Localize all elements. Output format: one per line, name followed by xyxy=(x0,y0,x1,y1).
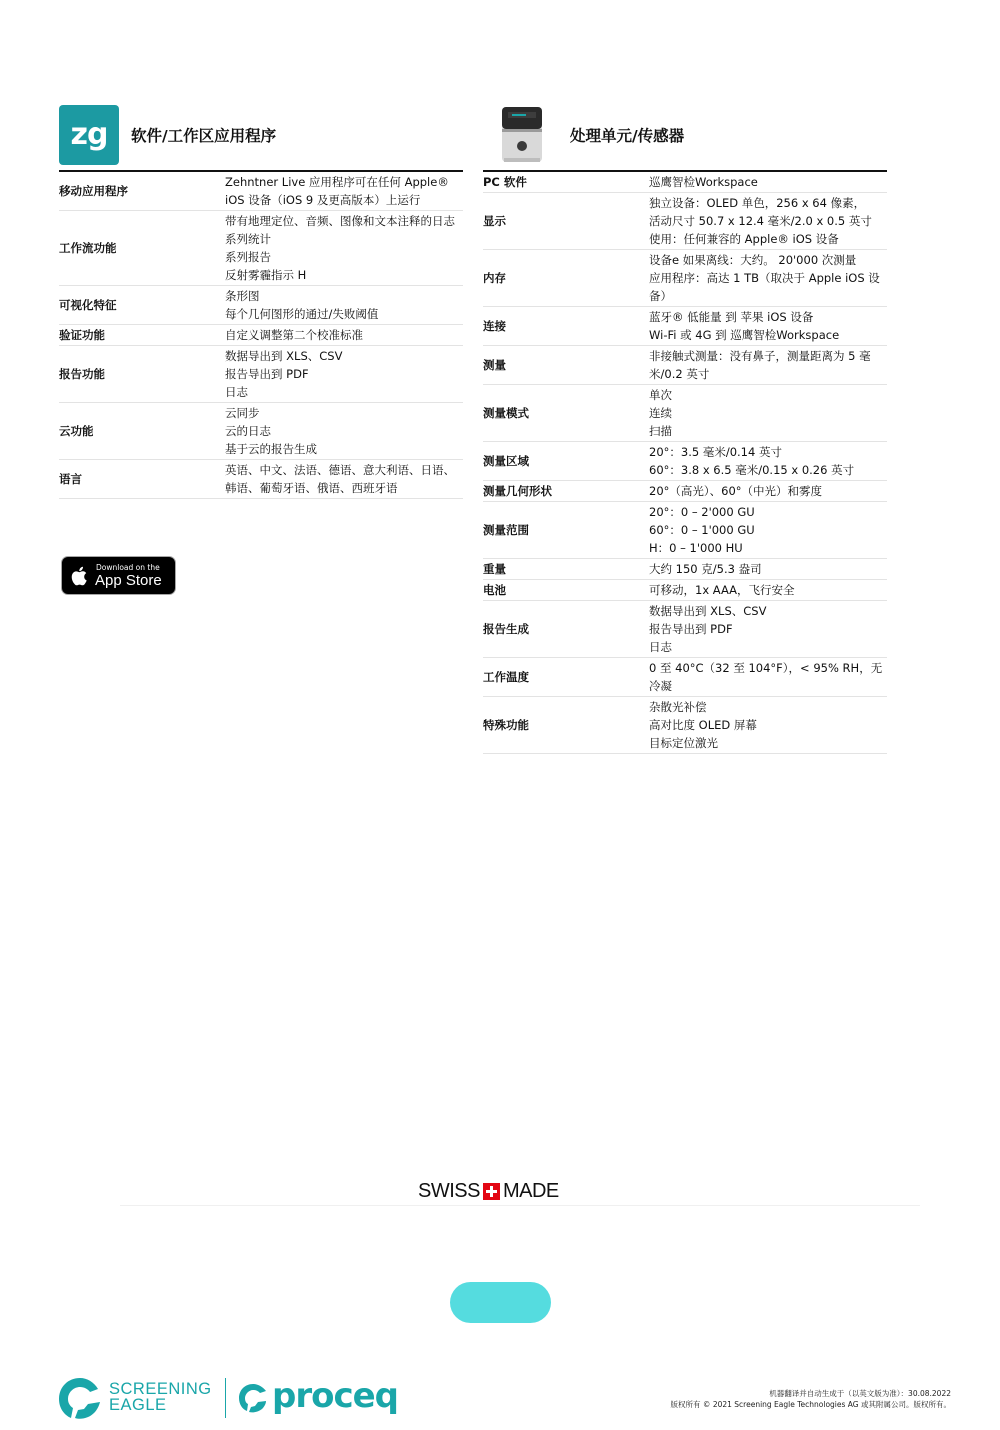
sensor-panel xyxy=(483,104,887,754)
software-panel xyxy=(59,104,463,499)
spec-value: 非接触式测量：没有鼻子，测量距离为 5 毫米/0.2 英寸 xyxy=(649,346,887,385)
swiss-made-right: MADE xyxy=(502,1179,559,1202)
spec-key: 测量范围 xyxy=(483,502,649,559)
spec-value: 20°：0 – 2'000 GU 60°：0 – 1'000 GU H：0 – 1'000 HU xyxy=(649,502,887,559)
logo-separator xyxy=(225,1378,226,1418)
spec-value: 数据导出到 XLS、CSV 报告导出到 PDF 日志 xyxy=(225,346,463,403)
spec-value: 20°（高光）、60°（中光）和雾度 xyxy=(649,481,887,502)
spec-value: 0 至 40°C（32 至 104°F），< 95% RH，无冷凝 xyxy=(649,658,887,697)
spec-key: 工作温度 xyxy=(483,658,649,697)
spec-row xyxy=(483,601,887,658)
spec-key: 重量 xyxy=(483,559,649,580)
app-store-line2: App Store xyxy=(95,572,162,589)
screening-eagle-logo-text xyxy=(109,1381,212,1413)
spec-row xyxy=(483,307,887,346)
spec-row xyxy=(483,502,887,559)
spec-key: 云功能 xyxy=(59,403,225,460)
spec-value: 英语、中文、法语、德语、意大利语、日语、韩语、葡萄牙语、俄语、西班牙语 xyxy=(225,460,463,499)
spec-row xyxy=(59,346,463,403)
screening-eagle-icon xyxy=(57,1376,103,1420)
spec-value: 云同步 云的日志 基于云的报告生成 xyxy=(225,403,463,460)
spec-row xyxy=(59,325,463,346)
spec-key: 测量模式 xyxy=(483,385,649,442)
spec-key: 连接 xyxy=(483,307,649,346)
device-image xyxy=(500,106,544,163)
footer-logos xyxy=(57,1374,417,1422)
spec-row xyxy=(483,193,887,250)
spec-value: 蓝牙® 低能量 到 苹果 iOS 设备 Wi-Fi 或 4G 到 巡鹰智检Workspace xyxy=(649,307,887,346)
spec-value: Zehntner Live 应用程序可在任何 Apple® iOS 设备（iOS 9 及更高版本）上运行 xyxy=(225,172,463,211)
spec-key: 移动应用程序 xyxy=(59,172,225,211)
spec-key: 测量区域 xyxy=(483,442,649,481)
spec-key: 语言 xyxy=(59,460,225,499)
footer-note xyxy=(671,1388,951,1410)
sensor-spec-table xyxy=(483,172,887,754)
brand1-line2: EAGLE xyxy=(109,1396,167,1414)
spec-row xyxy=(59,172,463,211)
spec-key: 工作流功能 xyxy=(59,211,225,286)
spec-key: 内存 xyxy=(483,250,649,307)
spec-key: 报告功能 xyxy=(59,346,225,403)
brand1-line1: SCREENING xyxy=(109,1380,212,1398)
spec-row xyxy=(59,460,463,499)
spec-key: 可视化特征 xyxy=(59,286,225,325)
spec-key: 特殊功能 xyxy=(483,697,649,754)
spec-value: 数据导出到 XLS、CSV 报告导出到 PDF 日志 xyxy=(649,601,887,658)
spec-value: 巡鹰智检Workspace xyxy=(649,172,887,193)
spec-row xyxy=(483,346,887,385)
swiss-flag-icon xyxy=(483,1183,500,1200)
spec-value: 设备e 如果离线：大约。 20'000 次测量 应用程序：高达 1 TB（取决于 Apple iOS 设备） xyxy=(649,250,887,307)
app-store-line1: Download on the xyxy=(96,563,160,572)
spec-row xyxy=(483,442,887,481)
spec-row xyxy=(59,403,463,460)
spec-value: 自定义调整第二个校准标准 xyxy=(225,325,463,346)
spec-key: 报告生成 xyxy=(483,601,649,658)
spec-value: 单次 连续 扫描 xyxy=(649,385,887,442)
spec-row xyxy=(483,559,887,580)
swiss-made-left: SWISS xyxy=(418,1179,480,1202)
spec-value: 可移动，1x AAA，飞行安全 xyxy=(649,580,887,601)
footer-divider xyxy=(120,1205,920,1206)
spec-row xyxy=(483,385,887,442)
spec-value: 20°：3.5 毫米/0.14 英寸 60°：3.8 x 6.5 毫米/0.15 x 0.26 英寸 xyxy=(649,442,887,481)
spec-key: 验证功能 xyxy=(59,325,225,346)
spec-value: 独立设备：OLED 单色，256 x 64 像素， 活动尺寸 50.7 x 12.4 毫米/2.0 x 0.5 英寸 使用：任何兼容的 Apple® iOS 设备 xyxy=(649,193,887,250)
zg-app-logo: zg xyxy=(59,105,119,165)
footer-note-line2: 版权所有 © 2021 Screening Eagle Technologies AG 或其附属公司。版权所有。 xyxy=(670,1400,951,1409)
spec-value: 杂散光补偿 高对比度 OLED 屏幕 目标定位激光 xyxy=(649,697,887,754)
spec-row xyxy=(59,211,463,286)
spec-value: 带有地理定位、音频、图像和文本注释的日志 系列统计 系列报告 反射雾霾指示 H xyxy=(225,211,463,286)
spec-row xyxy=(483,697,887,754)
spec-key: 电池 xyxy=(483,580,649,601)
software-panel-header xyxy=(59,104,463,172)
proceq-eagle-icon xyxy=(237,1382,269,1414)
spec-key: 测量 xyxy=(483,346,649,385)
teal-pill-button[interactable] xyxy=(450,1282,551,1323)
spec-value: 大约 150 克/5.3 盎司 xyxy=(649,559,887,580)
spec-key: 测量几何形状 xyxy=(483,481,649,502)
sensor-panel-header xyxy=(483,104,887,172)
sensor-panel-title: 处理单元/传感器 xyxy=(570,127,685,145)
proceq-logo-text: proceq xyxy=(272,1376,399,1416)
software-spec-table xyxy=(59,172,463,499)
spec-row xyxy=(483,250,887,307)
spec-key: 显示 xyxy=(483,193,649,250)
swiss-made-mark xyxy=(418,1179,559,1203)
spec-row xyxy=(483,481,887,502)
footer-note-line1: 机器翻译并自动生成于（以英文版为准）：30.08.2022 xyxy=(769,1389,951,1398)
app-store-badge[interactable] xyxy=(61,556,176,595)
spec-key: PC 软件 xyxy=(483,172,649,193)
spec-row xyxy=(483,658,887,697)
software-panel-title: 软件/工作区应用程序 xyxy=(131,127,277,145)
apple-icon xyxy=(70,564,90,588)
spec-row xyxy=(59,286,463,325)
spec-value: 条形图 每个几何图形的通过/失败阈值 xyxy=(225,286,463,325)
spec-row xyxy=(483,172,887,193)
spec-row xyxy=(483,580,887,601)
